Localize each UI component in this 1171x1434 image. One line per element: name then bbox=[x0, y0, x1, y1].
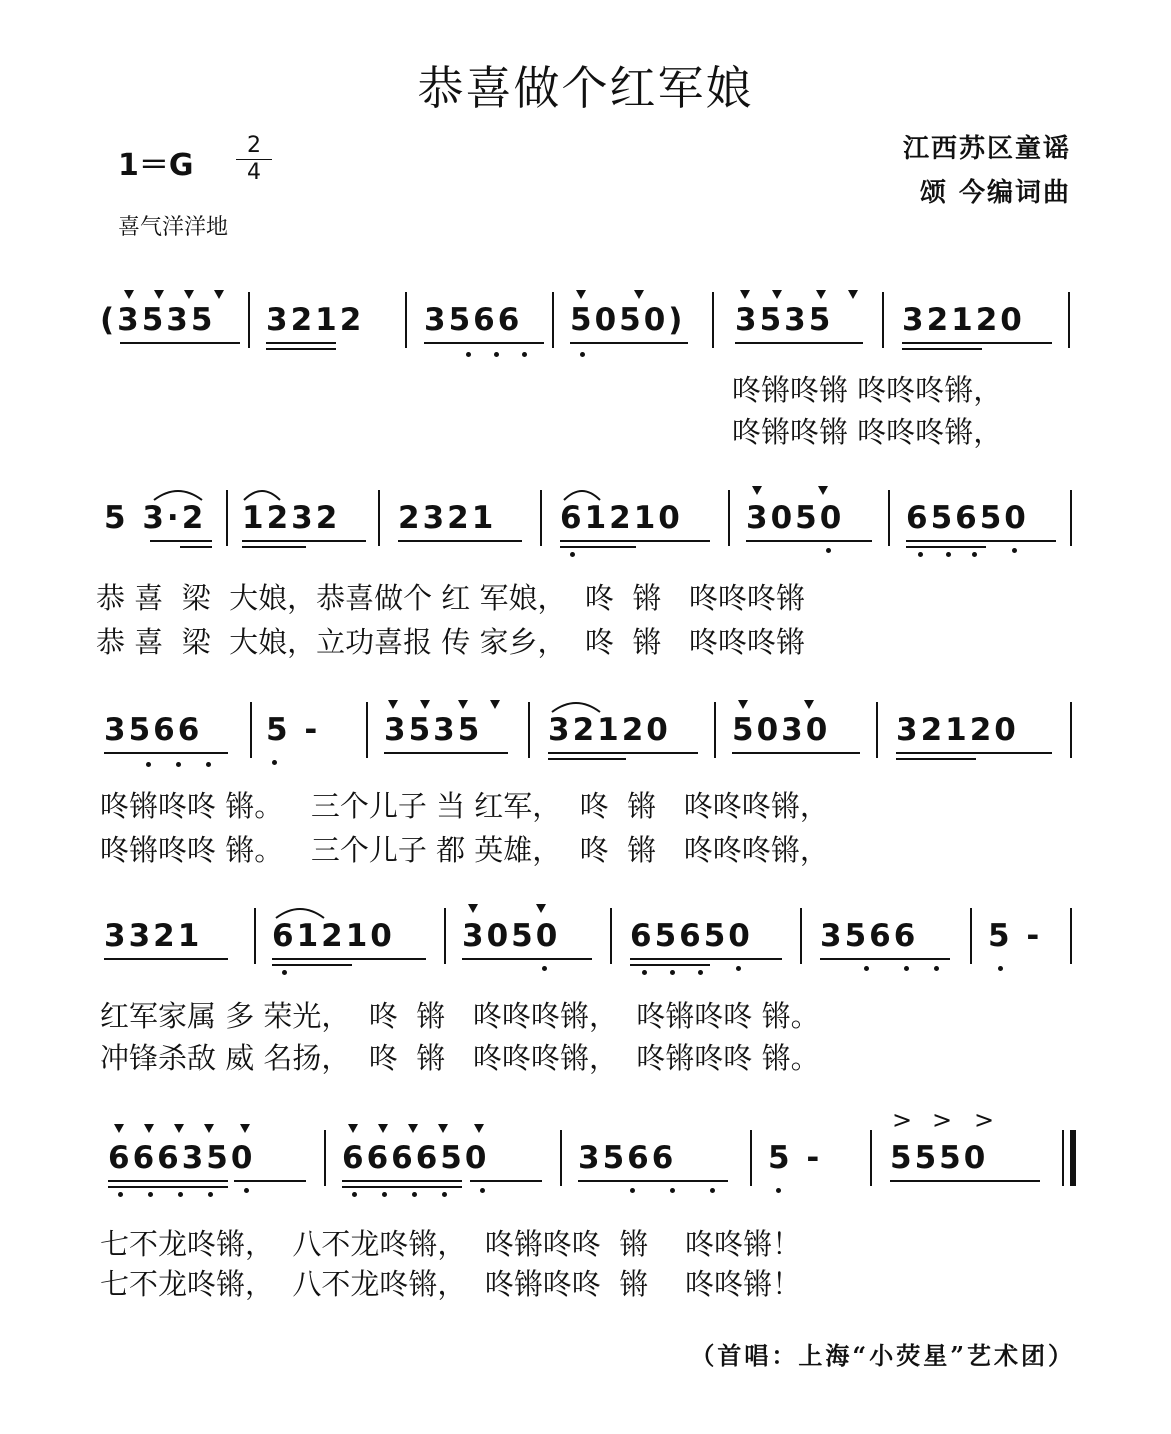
lyric-verse-1: 红军家属 多 荣光， 咚 锵 咚咚咚锵， 咚锵咚咚 锵。 bbox=[100, 999, 820, 1033]
octave-dot bbox=[412, 1192, 417, 1197]
octave-dot bbox=[466, 352, 471, 357]
octave-dot bbox=[176, 762, 181, 767]
measure: 3050 bbox=[462, 918, 561, 954]
octave-dot bbox=[642, 970, 647, 975]
beam bbox=[548, 752, 698, 754]
final-barline-thick bbox=[1070, 1130, 1076, 1186]
beam bbox=[242, 546, 306, 548]
barline bbox=[378, 490, 380, 546]
beam bbox=[896, 758, 976, 760]
octave-dot bbox=[946, 552, 951, 557]
measure: 3566 bbox=[104, 712, 203, 748]
octave-dot bbox=[282, 970, 287, 975]
measure: 3566 bbox=[424, 302, 523, 338]
accent-mark bbox=[576, 290, 586, 299]
barline bbox=[1070, 908, 1072, 964]
slur bbox=[272, 900, 328, 920]
accent-mark bbox=[214, 290, 224, 299]
barline bbox=[248, 292, 250, 348]
accent-mark bbox=[438, 1124, 448, 1133]
barline bbox=[528, 702, 530, 758]
accent-mark bbox=[378, 1124, 388, 1133]
measure: 61210 bbox=[272, 918, 395, 954]
octave-dot bbox=[352, 1192, 357, 1197]
beam bbox=[746, 540, 872, 542]
measure: 3050 bbox=[746, 500, 845, 536]
octave-dot bbox=[904, 966, 909, 971]
beam bbox=[548, 758, 626, 760]
beam bbox=[424, 342, 544, 344]
key-signature: 1＝G bbox=[118, 148, 194, 183]
barline bbox=[712, 292, 714, 348]
octave-dot bbox=[934, 966, 939, 971]
measure: 61210 bbox=[560, 500, 683, 536]
slur bbox=[240, 482, 284, 502]
beam bbox=[104, 752, 228, 754]
accent-mark bbox=[174, 1124, 184, 1133]
beam bbox=[462, 958, 592, 960]
beam bbox=[398, 540, 522, 542]
accent-mark bbox=[634, 290, 644, 299]
accent-sign: > bbox=[892, 1106, 913, 1134]
measure: 666650 bbox=[342, 1140, 490, 1176]
accent-sign: > bbox=[932, 1106, 953, 1134]
measure: 5030 bbox=[732, 712, 831, 748]
octave-dot bbox=[148, 1192, 153, 1197]
time-signature bbox=[236, 134, 272, 185]
octave-dot bbox=[272, 760, 277, 765]
beam bbox=[890, 1180, 1040, 1182]
lyric-verse-1: 恭 喜 梁 大娘，恭喜做个 红 军娘， 咚 锵 咚咚咚锵 bbox=[96, 581, 806, 615]
octave-dot bbox=[570, 552, 575, 557]
octave-dot bbox=[630, 1188, 635, 1193]
measure: 5550 bbox=[890, 1140, 989, 1176]
measure: 2321 bbox=[398, 500, 497, 536]
octave-dot bbox=[670, 970, 675, 975]
accent-mark bbox=[388, 700, 398, 709]
barline bbox=[800, 908, 802, 964]
time-signature-bottom: 4 bbox=[247, 160, 261, 185]
octave-dot bbox=[118, 1192, 123, 1197]
accent-mark bbox=[738, 700, 748, 709]
measure: 666350 bbox=[108, 1140, 256, 1176]
barline bbox=[728, 490, 730, 546]
barline bbox=[250, 702, 252, 758]
measure: 5 - bbox=[768, 1140, 823, 1176]
beam bbox=[342, 1186, 462, 1188]
barline bbox=[970, 908, 972, 964]
octave-dot bbox=[1012, 548, 1017, 553]
accent-mark bbox=[124, 290, 134, 299]
beam bbox=[120, 342, 240, 344]
beam bbox=[896, 752, 1052, 754]
barline bbox=[254, 908, 256, 964]
octave-dot bbox=[918, 552, 923, 557]
accent-mark bbox=[490, 700, 500, 709]
time-signature-top: 2 bbox=[247, 133, 261, 158]
beam bbox=[104, 958, 228, 960]
beam bbox=[150, 540, 212, 542]
lyric-verse-2: 恭 喜 梁 大娘，立功喜报 传 家乡， 咚 锵 咚咚咚锵 bbox=[96, 625, 806, 659]
barline bbox=[324, 1130, 326, 1186]
barline bbox=[444, 908, 446, 964]
lyric-verse-1: 咚锵咚咚 锵。 三个儿子 当 红军， 咚 锵 咚咚咚锵， bbox=[100, 789, 829, 823]
accent-mark bbox=[752, 486, 762, 495]
octave-dot bbox=[670, 1188, 675, 1193]
barline bbox=[882, 292, 884, 348]
barline bbox=[1070, 490, 1072, 546]
octave-dot bbox=[542, 966, 547, 971]
barline bbox=[714, 702, 716, 758]
accent-mark bbox=[348, 1124, 358, 1133]
octave-dot bbox=[776, 1188, 781, 1193]
accent-mark bbox=[204, 1124, 214, 1133]
barline bbox=[540, 490, 542, 546]
beam bbox=[902, 342, 1052, 344]
accent-mark bbox=[468, 904, 478, 913]
octave-dot bbox=[480, 1188, 485, 1193]
accent-mark bbox=[408, 1124, 418, 1133]
octave-dot bbox=[442, 1192, 447, 1197]
accent-mark bbox=[818, 486, 828, 495]
accent-mark bbox=[536, 904, 546, 913]
beam bbox=[272, 964, 352, 966]
octave-dot bbox=[178, 1192, 183, 1197]
beam bbox=[242, 540, 366, 542]
lyric-verse-1: 咚锵咚锵 咚咚咚锵， bbox=[732, 373, 1003, 407]
beam bbox=[342, 1180, 462, 1182]
octave-dot bbox=[146, 762, 151, 767]
barline bbox=[226, 490, 228, 546]
beam bbox=[108, 1186, 228, 1188]
measure: 32120 bbox=[896, 712, 1019, 748]
measure: 1232 bbox=[242, 500, 341, 536]
measure: 3535 bbox=[735, 302, 834, 338]
beam bbox=[732, 752, 860, 754]
barline bbox=[870, 1130, 872, 1186]
beam bbox=[902, 348, 982, 350]
measure: 3321 bbox=[104, 918, 203, 954]
beam bbox=[272, 958, 426, 960]
slur bbox=[150, 482, 206, 502]
measure: 65650 bbox=[906, 500, 1029, 536]
measure: 3566 bbox=[820, 918, 919, 954]
octave-dot bbox=[580, 352, 585, 357]
beam bbox=[384, 752, 508, 754]
beam bbox=[630, 958, 782, 960]
accent-mark bbox=[474, 1124, 484, 1133]
final-barline-thin bbox=[1062, 1130, 1064, 1186]
beam bbox=[578, 1180, 728, 1182]
accent-sign: > bbox=[974, 1106, 995, 1134]
octave-dot bbox=[698, 970, 703, 975]
accent-mark bbox=[772, 290, 782, 299]
tempo-marking: 喜气洋洋地 bbox=[118, 215, 229, 240]
measure: 5 - bbox=[266, 712, 321, 748]
octave-dot bbox=[826, 548, 831, 553]
octave-dot bbox=[998, 966, 1003, 971]
slur bbox=[560, 482, 604, 502]
accent-mark bbox=[144, 1124, 154, 1133]
beam bbox=[820, 958, 950, 960]
barline bbox=[888, 490, 890, 546]
accent-mark bbox=[240, 1124, 250, 1133]
beam bbox=[560, 546, 636, 548]
beam bbox=[234, 1180, 306, 1182]
slur bbox=[548, 694, 604, 714]
credit-author: 颂 今编词曲 bbox=[919, 178, 1071, 208]
measure: 3535 bbox=[384, 712, 483, 748]
accent-mark bbox=[154, 290, 164, 299]
octave-dot bbox=[206, 762, 211, 767]
beam bbox=[266, 348, 336, 350]
octave-dot bbox=[736, 966, 741, 971]
lyric-verse-2: 咚锵咚锵 咚咚咚锵， bbox=[732, 415, 1003, 449]
lyric-verse-1: 七不龙咚锵， 八不龙咚锵， 咚锵咚咚 锵 咚咚锵！ bbox=[100, 1227, 802, 1261]
barline bbox=[366, 702, 368, 758]
accent-mark bbox=[740, 290, 750, 299]
accent-mark bbox=[804, 700, 814, 709]
beam bbox=[630, 964, 710, 966]
barline bbox=[1068, 292, 1070, 348]
octave-dot bbox=[208, 1192, 213, 1197]
measure: 3566 bbox=[578, 1140, 677, 1176]
octave-dot bbox=[710, 1188, 715, 1193]
measure: (3535 bbox=[100, 302, 216, 338]
accent-mark bbox=[184, 290, 194, 299]
barline bbox=[1070, 702, 1072, 758]
accent-mark bbox=[420, 700, 430, 709]
barline bbox=[876, 702, 878, 758]
measure: 3212 bbox=[266, 302, 365, 338]
octave-dot bbox=[244, 1188, 249, 1193]
measure: 65650 bbox=[630, 918, 753, 954]
accent-mark bbox=[114, 1124, 124, 1133]
beam bbox=[560, 540, 710, 542]
beam bbox=[570, 342, 688, 344]
performer-credit: （首唱：上海“小荧星”艺术团） bbox=[690, 1341, 1075, 1370]
measure: 5 - bbox=[988, 918, 1043, 954]
measure: 32120 bbox=[548, 712, 671, 748]
beam bbox=[906, 546, 986, 548]
measure: 5050) bbox=[570, 302, 686, 338]
barline bbox=[405, 292, 407, 348]
barline bbox=[560, 1130, 562, 1186]
accent-mark bbox=[458, 700, 468, 709]
lyric-verse-2: 咚锵咚咚 锵。 三个儿子 都 英雄， 咚 锵 咚咚咚锵， bbox=[100, 833, 829, 867]
octave-dot bbox=[864, 966, 869, 971]
credit-source: 江西苏区童谣 bbox=[902, 134, 1071, 164]
octave-dot bbox=[972, 552, 977, 557]
barline bbox=[750, 1130, 752, 1186]
accent-mark bbox=[816, 290, 826, 299]
beam bbox=[735, 342, 863, 344]
page-title: 恭喜做个红军娘 bbox=[417, 61, 754, 115]
measure: 32120 bbox=[902, 302, 1025, 338]
lyric-verse-2: 七不龙咚锵， 八不龙咚锵， 咚锵咚咚 锵 咚咚锵！ bbox=[100, 1267, 802, 1301]
barline bbox=[552, 292, 554, 348]
octave-dot bbox=[522, 352, 527, 357]
beam bbox=[906, 540, 1056, 542]
lyric-verse-2: 冲锋杀敌 威 名扬， 咚 锵 咚咚咚锵， 咚锵咚咚 锵。 bbox=[100, 1041, 820, 1075]
accent-mark bbox=[848, 290, 858, 299]
octave-dot bbox=[382, 1192, 387, 1197]
beam bbox=[108, 1180, 228, 1182]
beam bbox=[266, 342, 336, 344]
beam bbox=[180, 546, 212, 548]
barline bbox=[610, 908, 612, 964]
octave-dot bbox=[494, 352, 499, 357]
beam bbox=[470, 1180, 542, 1182]
measure: 5 3·2 bbox=[104, 500, 207, 536]
